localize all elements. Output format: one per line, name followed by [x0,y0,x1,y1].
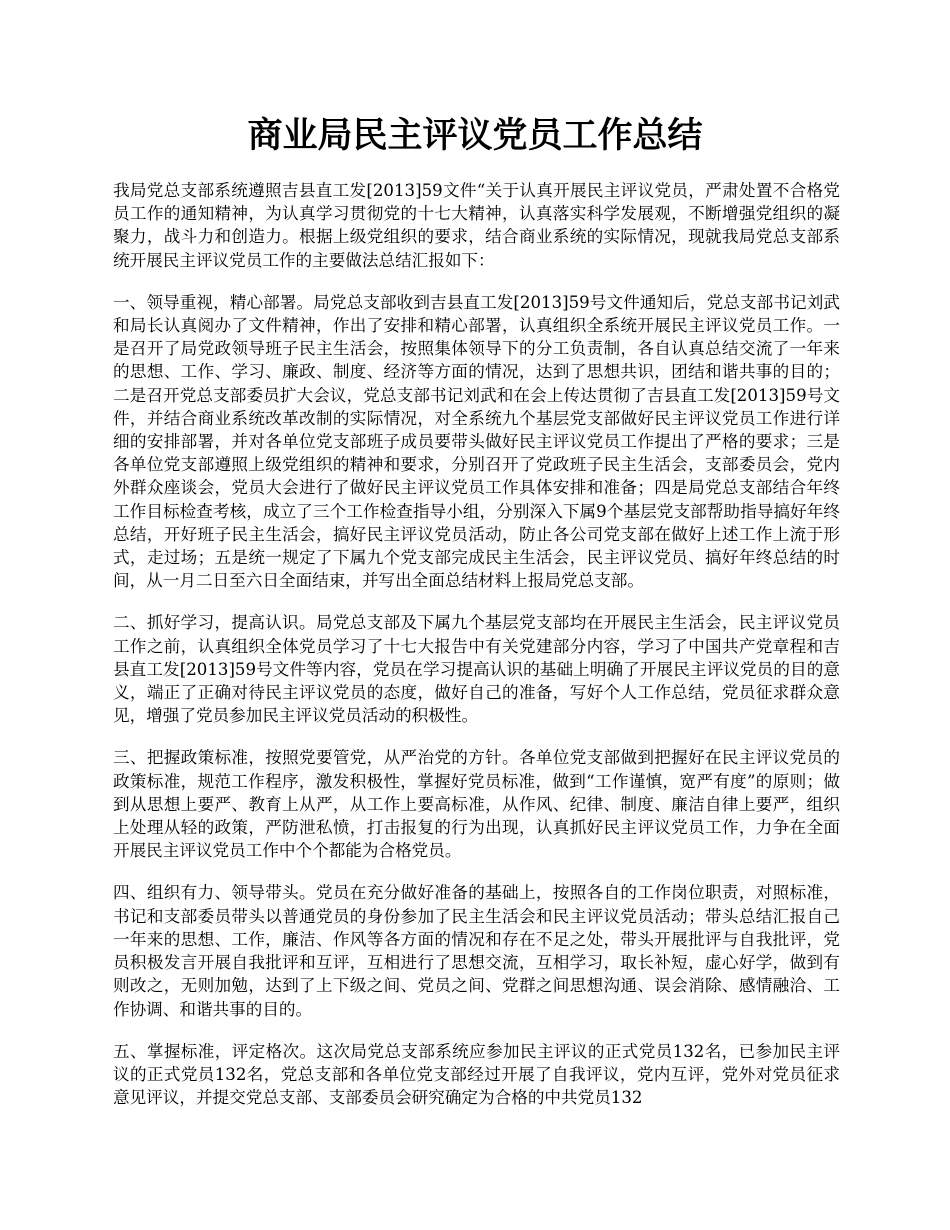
paragraph-section-4: 四、组织有力、领导带头。党员在充分做好准备的基础上，按照各自的工作岗位职责，对照标准，书记和支部委员带头以普通党员的身份参加了民主生活会和民主评议党员活动；带头总结汇报自己一年来的思想、工作，廉洁、作风等各方面的情况和存在不足之处，带头开展批评与自我批评，党员积极发言开展自我批评和互评，互相进行了思想交流，互相学习，取长补短，虚心好学，做到有则改之，无则加勉，达到了上下级之间、党员之间、党群之间思想沟通、误会消除、感情融洽、工作协调、和谐共事的目的。 [113,883,840,1019]
document-body [113,179,840,1128]
paragraph-section-2: 二、抓好学习，提高认识。局党总支部及下属九个基层党支部均在开展民主生活会，民主评议党员工作之前，认真组织全体党员学习了十七大报告中有关党建部分内容，学习了中国共产党章程和吉县直工发[2013]59号文件等内容，党员在学习提高认识的基础上明确了开展民主评议党员的目的意义，端正了正确对待民主评议党员的态度，做好自己的准备，写好个人工作总结，党员征求群众意见，增强了党员参加民主评议党员活动的积极性。 [113,613,840,726]
paragraph-intro: 我局党总支部系统遵照吉县直工发[2013]59文件“关于认真开展民主评议党员，严肃处置不合格党员工作的通知精神，为认真学习贯彻党的十七大精神，认真落实科学发展观，不断增强党组织的凝聚力，战斗力和创造力。根据上级党组织的要求，结合商业系统的实际情况，现就我局党总支部系统开展民主评议党员工作的主要做法总结汇报如下： [113,181,840,270]
paragraph-section-1: 一、领导重视，精心部署。局党总支部收到吉县直工发[2013]59号文件通知后，党总支部书记刘武和局长认真阅办了文件精神，作出了安排和精心部署，认真组织全系统开展民主评议党员工作。一是召开了局党政领导班子民主生活会，按照集体领导下的分工负责制，各自认真总结交流了一年来的思想、工作、学习、廉政、制度、经济等方面的情况，达到了思想共识，团结和谐共事的目的；二是召开党总支部委员扩大会议，党总支部书记刘武和在会上传达贯彻了吉县直工发[2013]59号文件，并结合商业系统改革改制的实际情况，对全系统九个基层党支部做好民主评议党员工作进行详细的安排部署，并对各单位党支部班子成员要带头做好民主评议党员工作提出了严格的要求；三是各单位党支部遵照上级党组织的精神和要求，分别召开了党政班子民主生活会，支部委员会，党内外群众座谈会，党员大会进行了做好民主评议党员工作具体安排和准备；四是局党总支部结合年终工作目标检查考核，成立了三个工作检查指导小组，分别深入下属9个基层党支部帮助指导搞好年终总结，开好班子民主生活会，搞好民主评议党员活动，防止各公司党支部在做好上述工作上流于形式，走过场；五是统一规定了下属九个党支部完成民主生活会，民主评议党员、搞好年终总结的时间，从一月二日至六日全面结束，并写出全面总结材料上报局党总支部。 [113,292,840,591]
document-title: 商业局民主评议党员工作总结 [247,115,703,156]
paragraph-section-3: 三、把握政策标准，按照党要管党，从严治党的方针。各单位党支部做到把握好在民主评议党员的政策标准，规范工作程序，激发积极性，掌握好党员标准，做到“工作谨慎，宽严有度”的原则；做到从思想上要严、教育上从严，从工作上要高标准，从作风、纪律、制度、廉洁自律上要严，组织上处理从轻的政策，严防泄私愤，打击报复的行为出现，认真抓好民主评议党员工作，力争在全面开展民主评议党员工作中个个都能为合格党员。 [113,748,840,861]
paragraph-section-5: 五、掌握标准，评定格次。这次局党总支部系统应参加民主评议的正式党员132名，已参加民主评议的正式党员132名，党总支部和各单位党支部经过开展了自我评议，党内互评，党外对党员征求意见评议，并提交党总支部、支部委员会研究确定为合格的中共党员132 [113,1041,840,1108]
